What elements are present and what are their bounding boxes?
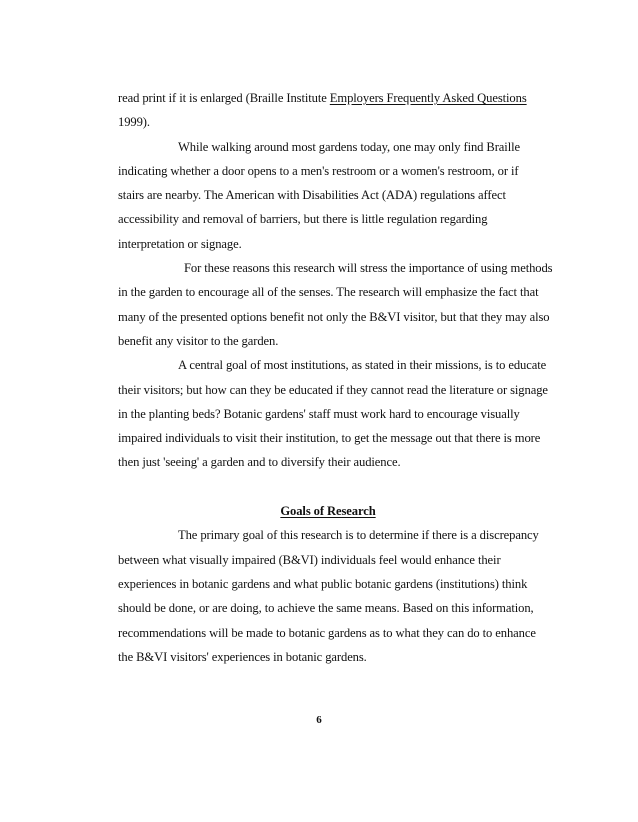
paragraph-3-line-4: impaired individuals to visit their institution, to get the message out that there is more xyxy=(118,431,541,446)
paragraph-1-line-4: accessibility and removal of barriers, but there is little regulation regarding xyxy=(118,212,488,227)
page-number: 6 xyxy=(316,714,322,726)
paragraph-1-line-2: indicating whether a door opens to a men's restroom or a women's restroom, or if xyxy=(118,163,519,178)
paragraph-4-line-2: between what visually impaired (B&VI) individuals feel would enhance their xyxy=(118,552,501,567)
paragraph-1-line-5: interpretation or signage. xyxy=(118,236,242,251)
paragraph-2-line-4: benefit any visitor to the garden. xyxy=(118,333,279,348)
paragraph-3-line-1: A central goal of most institutions, as stated in their missions, is to educate xyxy=(178,358,547,373)
paragraph-4-line-4: should be done, or are doing, to achieve the same means. Based on this information, xyxy=(118,601,534,616)
paragraph-2-line-3: many of the presented options benefit not only the B&VI visitor, but that they may also xyxy=(118,309,550,324)
cited-title: Employers Frequently Asked Questions xyxy=(329,91,527,105)
paragraph-2-line-2: in the garden to encourage all of the senses. The research will emphasize the fact that xyxy=(118,285,539,300)
paragraph-3-line-2: their visitors; but how can they be educated if they cannot read the literature or signage xyxy=(118,382,548,397)
paragraph-4-line-3: experiences in botanic gardens and what public botanic gardens (institutions) think xyxy=(118,576,528,591)
paragraph-3-line-5: then just 'seeing' a garden and to diversify their audience. xyxy=(118,455,401,470)
paragraph-4-line-1: The primary goal of this research is to determine if there is a discrepancy xyxy=(178,528,539,543)
paragraph-4-line-6: the B&VI visitors' experiences in botanic gardens. xyxy=(118,649,367,664)
body-text xyxy=(118,86,553,669)
paragraph-4-line-5: recommendations will be made to botanic gardens as to what they can do to enhance xyxy=(118,625,536,640)
line-text: read print if it is enlarged (Braille Institute xyxy=(118,91,330,105)
paragraph-continuation-line-2: 1999). xyxy=(118,115,150,130)
paragraph-continuation-line-1 xyxy=(118,86,538,110)
section-heading: Goals of Research xyxy=(280,504,376,519)
section-spacer xyxy=(118,475,538,499)
paragraph-1-line-3: stairs are nearby. The American with Disabilities Act (ADA) regulations affect xyxy=(118,188,506,203)
paragraph-3-line-3: in the planting beds? Botanic gardens' staff must work hard to encourage visually xyxy=(118,406,520,421)
paragraph-2-line-1: For these reasons this research will stress the importance of using methods xyxy=(184,261,553,276)
paragraph-1-line-1: While walking around most gardens today, one may only find Braille xyxy=(178,139,520,154)
